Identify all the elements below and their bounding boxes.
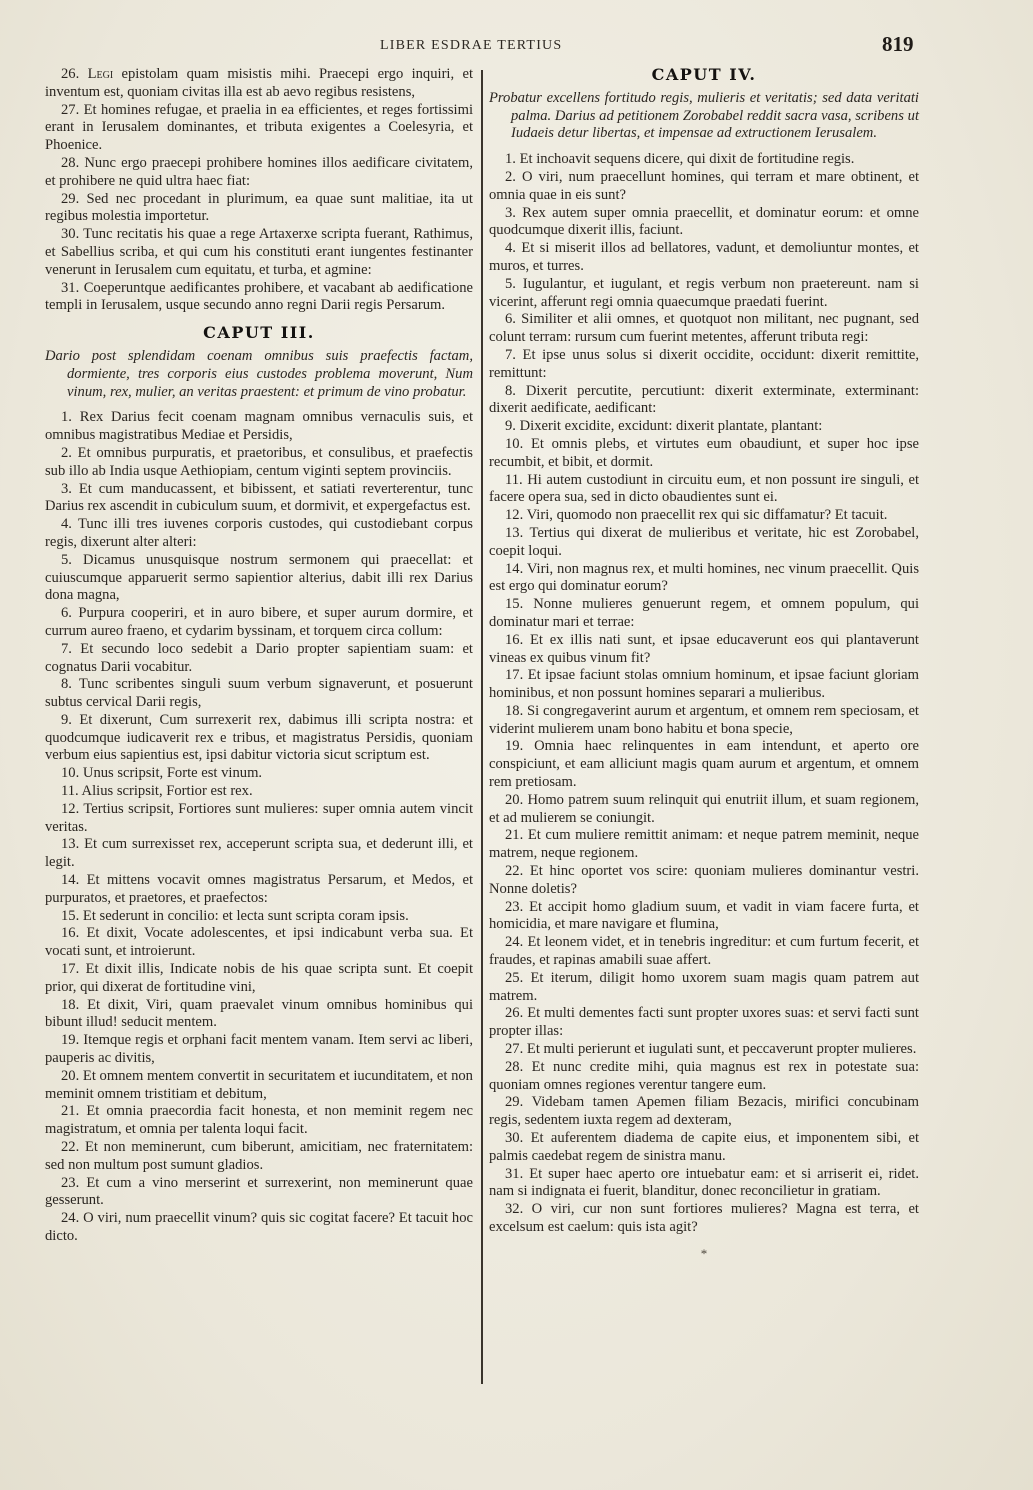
verse-text: Viri, non magnus rex, et multi homines, nec vinum praecellit. Quis est ergo qui dominatur eorum? — [489, 560, 919, 595]
verse — [45, 409, 473, 445]
verse-text: Et sederunt in concilio: et lecta sunt scripta coram ipsis. — [82, 907, 409, 924]
verse — [45, 925, 473, 961]
chapter-2-end-verses — [45, 66, 473, 315]
verse-number: 4. — [61, 516, 72, 533]
right-column — [489, 66, 919, 1263]
verse-text: Alius scripsit, Fortior est rex. — [81, 783, 253, 800]
verse — [489, 899, 919, 935]
verse — [45, 481, 473, 517]
verse — [45, 155, 473, 191]
chapter-4-heading: CAPUT IV. — [651, 65, 757, 84]
verse-text: Et auferentem diadema de capite eius, et imponentem sibi, et palmis caedebat regem de sinistra manu. — [489, 1130, 919, 1164]
verse-text: Et omnem mentem convertit in securitatem et iucunditatem, et non meminit omnem tristitiam et debitum, — [45, 1067, 473, 1102]
verse — [489, 347, 919, 383]
verse-number: 14. — [505, 560, 524, 577]
verse-text: Tunc illi tres iuvenes corporis custodes, qui custodiebant corpus regis, dixerunt alter alteri: — [45, 516, 473, 550]
verse-text: Et accipit homo gladium suum, et vadit in viam facere furta, et homicidia, et mare navigare et flumina, — [489, 898, 919, 933]
verse-number: 15. — [61, 907, 80, 924]
verse — [489, 792, 919, 828]
verse-number: 10. — [61, 765, 80, 782]
verse-text: Coeperuntque aedificantes prohibere, et vacabant ab aedificatione templi in Ierusalem, usque secundo anno regni Darii regis Persarum. — [45, 279, 473, 314]
verse-text: Et multi perierunt et iugulati sunt, et peccaverunt propter mulieres. — [526, 1041, 917, 1058]
verse — [45, 1068, 473, 1104]
verse — [45, 872, 473, 908]
verse — [489, 169, 919, 205]
verse-number: 22. — [505, 863, 524, 880]
verse — [489, 1130, 919, 1166]
verse-text: Et ipse unus solus si dixerit occidite, occidunt: dixerit remittite, remittunt: — [489, 346, 920, 381]
verse — [45, 226, 473, 279]
verse-number: 12. — [61, 800, 80, 817]
verse-number: 30. — [505, 1130, 524, 1147]
verse-text: O viri, num praecellit vinum? quis sic cogitat facere? Et tacuit hoc dicto. — [45, 1210, 473, 1244]
verse-number: 23. — [505, 898, 524, 915]
verse-text: Dixerit percutite, percutiunt: dixerit exterminate, exterminant: dixerit aedificate, aedificant: — [489, 382, 919, 417]
verse-text: Similiter et alii omnes, et quotquot non militant, nec pugnant, sed colunt terram: rursum cum fuerint metentes, afferunt tributa regi: — [489, 311, 919, 346]
verse — [45, 605, 473, 641]
verse-number: 13. — [505, 524, 524, 541]
verse-number: 9. — [505, 418, 516, 435]
verse — [45, 641, 473, 677]
verse — [489, 1005, 919, 1041]
page-number: 819 — [882, 32, 914, 56]
verse — [45, 765, 473, 783]
verse — [45, 102, 473, 155]
verse-number: 2. — [61, 444, 72, 461]
chapter-3-heading: CAPUT III. — [203, 323, 315, 343]
verse-number: 17. — [505, 667, 524, 684]
verse — [489, 1041, 919, 1059]
chapter-3-summary: Dario post splendidam coenam omnibus suis praefectis factam, dormiente, tres corporis eius custodes problema moverunt, Num vinum, rex, mulier, an veritas praestent: et primum de vino probatur. — [45, 347, 473, 400]
verse — [489, 827, 919, 863]
verse — [489, 1094, 919, 1130]
verse-text: Et inchoavit sequens dicere, qui dixit de fortitudine regis. — [519, 151, 855, 168]
verse-text: Et dixit, Viri, quam praevalet vinum omnibus hominibus qui bibunt illud! seducit mentem. — [45, 996, 473, 1031]
verse — [45, 1103, 473, 1139]
verse-text: Et non meminerunt, cum biberunt, amicitiam, nec fraternitatem: sed non multum post sumunt gladios. — [45, 1139, 474, 1173]
verse — [489, 276, 919, 312]
verse-number: 28. — [61, 154, 80, 171]
verse-number: 8. — [61, 676, 72, 693]
verse-number: 32. — [505, 1201, 524, 1218]
chapter-4-verses — [489, 151, 919, 1237]
verse-number: 21. — [61, 1103, 80, 1120]
verse — [489, 240, 919, 276]
verse-text: Nunc ergo praecepi prohibere homines illos aedificare civitatem, et prohibere ne quid ultra haec fiat: — [45, 154, 473, 189]
verse-number: 1. — [61, 409, 72, 426]
verse-number: 5. — [505, 275, 516, 292]
verse-text: Et ex illis nati sunt, et ipsae educaverunt eos qui plantaverunt vineas ex quibus vinum fit? — [489, 631, 919, 666]
verse-text: Et dixerunt, Cum surrexerit rex, dabimus illi scripta nostra: et quodcumque iudicaverit rex e tribus, et magistratus Persidis, quoniam verbum eius sapientius est, ipsi dabitur victoria sicut scriptum est. — [45, 711, 473, 764]
verse-number: 23. — [61, 1174, 80, 1191]
verse-number: 26. — [505, 1005, 524, 1022]
verse-text: O viri, cur non sunt fortiores mulieres? Magna est terra, et excelsum est caelum: quis ista agit? — [489, 1201, 919, 1235]
verse — [489, 667, 919, 703]
verse-number: 21. — [505, 827, 524, 844]
verse-text: Tertius scripsit, Fortiores sunt mulieres: super omnia autem vincit veritas. — [45, 800, 473, 835]
verse-number: 5. — [61, 551, 72, 568]
verse-number: 16. — [505, 631, 524, 648]
verse — [45, 908, 473, 926]
verse — [45, 1210, 473, 1246]
verse — [489, 1059, 919, 1095]
verse-text: Purpura cooperiri, et in auro bibere, et super aurum dormire, et currum aureo fraeno, et cydarim byssinam, et torquem circa collum: — [45, 605, 473, 639]
verse-text: Et omnia praecordia facit honesta, et non meminit regem nec magistratum, et omnia per talenta loqui facit. — [45, 1103, 473, 1138]
verse — [45, 1139, 473, 1175]
verse-text: Tertius qui dixerat de mulieribus et veritate, hic est Zorobabel, coepit loqui. — [489, 524, 920, 559]
verse — [45, 66, 473, 102]
verse-number: 18. — [61, 996, 80, 1013]
verse — [489, 525, 919, 561]
verse — [45, 712, 473, 765]
verse — [489, 151, 919, 169]
verse-text: Et cum surrexisset rex, acceperunt scripta sua, et dederunt illi, et legit. — [45, 836, 473, 871]
running-title: LIBER ESDRAE TERTIUS — [380, 38, 563, 53]
verse-text: Et secundo loco sedebit a Dario propter sapientiam suam: et cognatus Darii vocabitur. — [45, 640, 473, 675]
verse-number: 7. — [61, 640, 72, 657]
verse — [489, 1166, 919, 1202]
verse — [45, 801, 473, 837]
verse — [45, 961, 473, 997]
verse-text: Et homines refugae, et praelia in ea efficientes, et reges fortissimi erant in Ierusalem dominantes, et tributa exigentes a Coelesyria, et Phoenice. — [45, 101, 474, 154]
verse-text: Et nunc credite mihi, quia magnus est rex in potestate sua: quoniam omnes regiones verentur tangere eum. — [489, 1058, 919, 1093]
verse-text: Videbam tamen Apemen filiam Bezacis, mirifici concubinam regis, sedentem iuxta regem ad dexteram, — [489, 1094, 919, 1129]
verse-text: Nonne mulieres genuerunt regem, et omnem populum, qui dominatur mari et terrae: — [489, 596, 919, 630]
verse — [45, 1032, 473, 1068]
verse-number: 17. — [61, 961, 80, 978]
verse-text: Et si miserit illos ad bellatores, vadunt, et demoliuntur montes, et muros, et turres. — [489, 240, 919, 274]
verse-text: Omnia haec relinquentes in eam intendunt, et aperto ore conspiciunt, et eam alliciunt magis quam aurum et argentum, et omnem rem pretiosam. — [489, 738, 919, 791]
verse-text: Hi autem custodiunt in circuitu eum, et non possunt ire singuli, et facere opera sua, sed in dicto obaudientes sunt ei. — [489, 471, 920, 506]
verse-text: Unus scripsit, Forte est vinum. — [82, 765, 263, 782]
verse-text: Si congregaverint aurum et argentum, et omnem rem speciosam, et viderint mulierem unam bono habitu et bona specie, — [489, 702, 919, 737]
verse-number: 25. — [505, 969, 524, 986]
verse — [489, 311, 919, 347]
verse-text: Et mittens vocavit omnes magistratus Persarum, et Medos, et purpuratos, et praetores, et praefectos: — [45, 872, 474, 906]
verse-number: 24. — [61, 1210, 80, 1227]
verse-number: 4. — [505, 240, 516, 257]
verse-number: 27. — [61, 101, 80, 118]
verse-text: epistolam quam misistis mihi. Praecepi ergo inquiri, et inventum est, quoniam civitas illa est ab aevo regibus resistens, — [45, 66, 473, 100]
verse-number: 13. — [61, 836, 80, 853]
verse-text: Dixerit excidite, excidunt: dixerit plantate, plantant: — [519, 418, 823, 435]
verse-number: 12. — [505, 507, 524, 524]
verse-text: Et iterum, diligit homo uxorem suam magis quam patrem aut matrem. — [489, 969, 920, 1004]
verse-number: 18. — [505, 702, 524, 719]
verse-text: Dicamus unusquisque nostrum sermonem qui praecellat: et cuiuscumque apparuerit sermo sapientior alterius, dabit illi rex Darius dona magna, — [45, 551, 473, 604]
verse-text: Rex autem super omnia praecellit, et dominatur eorum: et omne quodcumque dixerit illis, faciunt. — [489, 204, 919, 239]
verse-text: Et ipsae faciunt stolas omnium hominum, et ipsae faciunt gloriam hominibus, et non possunt homines separari a mulieribus. — [489, 667, 919, 702]
verse-text: Rex Darius fecit coenam magnam omnibus vernaculis suis, et omnibus magistratibus Mediae et Persidis, — [45, 409, 473, 444]
verse-number: 6. — [505, 311, 516, 328]
verse — [489, 703, 919, 739]
left-column — [45, 66, 473, 1246]
chapter-3-verses — [45, 409, 473, 1245]
verse-number: 27. — [505, 1041, 524, 1058]
verse — [45, 552, 473, 605]
verse — [489, 934, 919, 970]
verse-number: 19. — [505, 738, 524, 755]
verse-text: Iugulantur, et iugulant, et regis verbum non praetereunt. nam si vicerint, afferunt regi omnia quaecumque praedati fuerint. — [489, 275, 919, 310]
verse-number: 11. — [61, 783, 79, 800]
verse — [489, 1201, 919, 1237]
verse-text: Et omnibus purpuratis, et praetoribus, et consulibus, et praefectis sub illo ab India usque Aethiopiam, centum viginti septem provinciis. — [45, 444, 473, 479]
verse — [45, 191, 473, 227]
verse-number: 26. — [61, 66, 80, 82]
verse-number: 28. — [505, 1058, 524, 1075]
verse-number: 24. — [505, 934, 524, 951]
verse-text: Viri, quomodo non praecellit rex qui sic diffamatur? Et tacuit. — [526, 507, 888, 524]
verse — [489, 472, 919, 508]
verse-lead-word: Legi — [87, 66, 114, 82]
verse-number: 20. — [61, 1067, 80, 1084]
verse-text: Tunc scribentes singuli suum verbum signaverunt, et posuerunt subtus cervical Darii regis, — [45, 676, 473, 711]
verse — [45, 997, 473, 1033]
verse-number: 16. — [61, 925, 80, 942]
verse-number: 7. — [505, 346, 516, 363]
verse-number: 20. — [505, 791, 524, 808]
verse-number: 10. — [505, 435, 524, 452]
verse-text: Et super haec aperto ore intuebatur eam: et si arriserit ei, ridet. nam si indignata ei fuerit, blanditur, donec reconcilietur in gratiam. — [489, 1165, 919, 1200]
verse-text: O viri, num praecellunt homines, qui terram et mare obtinent, et omnia quae in eis sunt? — [489, 168, 919, 203]
verse-text: Et leonem videt, et in tenebris ingreditur: et cum furtum fecerit, et fraudes, et rapinas amabili suae affert. — [489, 934, 920, 969]
verse-number: 2. — [505, 168, 516, 185]
verse-number: 11. — [505, 471, 523, 488]
column-divider — [481, 70, 483, 1384]
verse — [45, 836, 473, 872]
verse — [489, 436, 919, 472]
verse — [489, 738, 919, 791]
verse-number: 14. — [61, 872, 80, 889]
verse — [489, 970, 919, 1006]
verse — [45, 783, 473, 801]
verse — [489, 632, 919, 668]
verse-number: 30. — [61, 226, 80, 243]
verse-number: 31. — [61, 279, 80, 296]
verse-number: 15. — [505, 596, 524, 613]
verse-number: 3. — [61, 480, 72, 497]
verse-text: Et dixit, Vocate adolescentes, et ipsi indicabunt verba sua. Et vocati sunt, et introierunt. — [45, 925, 473, 960]
verse-number: 9. — [61, 711, 72, 728]
verse-number: 22. — [61, 1139, 80, 1156]
verse — [489, 507, 919, 525]
verse — [45, 1175, 473, 1211]
verse-number: 31. — [505, 1165, 524, 1182]
verse-number: 8. — [505, 382, 516, 399]
verse — [45, 676, 473, 712]
verse-text: Et hinc oportet vos scire: quoniam mulieres dominantur vestri. Nonne doletis? — [489, 863, 919, 897]
verse — [489, 561, 919, 597]
verse — [489, 383, 919, 419]
verse-text: Et dixit illis, Indicate nobis de his quae scripta sunt. Et coepit prior, qui dixerat de fortitudine vini, — [45, 961, 473, 995]
verse-number: 6. — [61, 605, 72, 622]
verse — [45, 445, 473, 481]
verse-number: 3. — [505, 204, 516, 221]
verse-text: Et cum muliere remittit animam: et neque patrem meminit, neque matrem, neque regionem. — [489, 827, 919, 862]
verse-text: Et cum manducassent, et bibissent, et satiati reverterentur, tunc Darius rex ascendit in cubiculum suum, et dormivit, et expergefactus est. — [45, 480, 473, 515]
verse — [489, 418, 919, 436]
verse-text: Homo patrem suum relinquit qui enutriit illum, et suam regionem, et ad mulierem se coniungit. — [489, 791, 919, 826]
verse-text: Sed nec procedant in plurimum, ea quae sunt malitiae, ita ut regibus molestia importetur. — [45, 190, 473, 225]
verse-text: Itemque regis et orphani facit mentem vanam. Item servi ac liberi, pauperis ac divitis, — [45, 1032, 473, 1067]
verse-number: 29. — [505, 1094, 524, 1111]
verse-number: 1. — [505, 151, 516, 168]
verse — [489, 863, 919, 899]
verse-text: Et multi dementes facti sunt propter uxores suas: et servi facti sunt propter illas: — [489, 1005, 919, 1040]
verse — [45, 280, 473, 316]
verse-number: 19. — [61, 1032, 80, 1049]
verse-text: Et omnis plebs, et virtutes eum obaudiunt, et super hoc ipse recumbit, et bibit, et dormit. — [489, 435, 919, 470]
verse — [45, 516, 473, 552]
end-ornament: * — [700, 1245, 708, 1261]
chapter-4-summary: Probatur excellens fortitudo regis, mulieris et veritatis; sed data veritati palma. Darius ad petitionem Zorobabel reddit sacra vasa, scribens ut Iudaeis detur libertas, et impensae ad extructionem Ierusalem. — [489, 89, 919, 142]
verse — [489, 596, 919, 632]
verse-text: Tunc recitatis his quae a rege Artaxerxe scripta fuerant, Rathimus, et Sabellius scriba, et qui cum his constituti erant iungentes festinanter venerunt in Ierusalem cum equitatu, et turba, et agmine: — [45, 226, 473, 278]
verse-text: Et cum a vino merserint et surrexerint, non meminerunt quae gesserunt. — [45, 1174, 473, 1209]
verse — [489, 205, 919, 241]
running-head — [0, 32, 1033, 56]
verse-number: 29. — [61, 190, 80, 207]
